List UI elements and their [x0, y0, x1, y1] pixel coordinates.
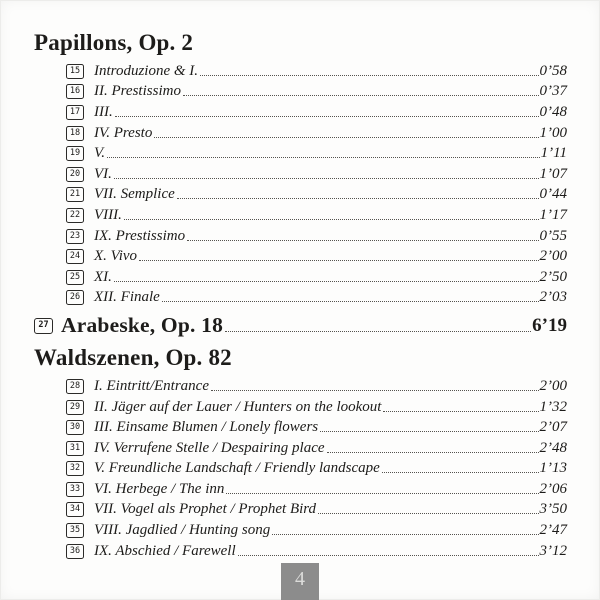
track-time: 2’47	[539, 522, 567, 539]
track-row	[66, 288, 567, 309]
track-number-box: 15	[66, 64, 84, 79]
arabeske-time: 6’19	[532, 314, 567, 336]
dotted-leader	[124, 219, 539, 220]
track-row	[66, 143, 567, 164]
track-row	[66, 267, 567, 288]
track-number-box: 28	[66, 379, 84, 394]
track-time: 1’00	[539, 124, 567, 141]
dotted-leader	[162, 301, 539, 302]
track-time: 1’17	[539, 206, 567, 223]
track-row	[66, 61, 567, 82]
track-time: 3’12	[539, 542, 567, 559]
track-time: 2’00	[539, 248, 567, 265]
track-row	[66, 82, 567, 103]
section-title-papillons: Papillons, Op. 2	[34, 30, 194, 55]
track-time: 0’55	[539, 227, 567, 244]
dotted-leader	[139, 260, 538, 261]
dotted-leader	[114, 281, 539, 282]
track-row	[66, 123, 567, 144]
track-number-box: 30	[66, 420, 84, 435]
track-title: XI.	[94, 268, 112, 285]
track-time: 2’03	[539, 289, 567, 306]
track-time: 1’13	[539, 460, 567, 477]
track-row	[66, 500, 567, 521]
track-title: IX. Prestissimo	[94, 227, 186, 244]
track-title: Introduzione & I.	[94, 62, 199, 79]
dotted-leader	[183, 95, 539, 96]
track-title: VIII. Jagdlied / Hunting song	[94, 522, 271, 539]
track-number-box: 23	[66, 229, 84, 244]
track-number-box: 25	[66, 270, 84, 285]
track-number-box: 31	[66, 441, 84, 456]
track-title: XII. Finale	[94, 289, 160, 306]
track-number-box: 17	[66, 105, 84, 120]
dotted-leader	[238, 555, 539, 556]
track-time: 1’07	[539, 165, 567, 182]
track-row	[66, 246, 567, 267]
track-time: 0’48	[539, 103, 567, 120]
dotted-leader	[154, 137, 538, 138]
track-title: II. Jäger auf der Lauer / Hunters on the lookout	[94, 398, 382, 415]
track-number-box: 24	[66, 249, 84, 264]
dotted-leader	[200, 75, 538, 76]
track-number-box: 22	[66, 208, 84, 223]
dotted-leader	[211, 390, 539, 391]
dotted-leader	[114, 178, 539, 179]
arabeske-track-row	[34, 310, 567, 341]
track-title: II. Prestissimo	[94, 83, 181, 100]
track-time: 2’48	[539, 439, 567, 456]
track-row	[66, 459, 567, 480]
track-number-box: 16	[66, 84, 84, 99]
track-time: 1’32	[539, 398, 567, 415]
track-row	[66, 164, 567, 185]
section-title-waldszenen: Waldszenen, Op. 82	[34, 345, 232, 371]
track-time: 2’07	[539, 419, 567, 436]
dotted-leader	[115, 116, 539, 117]
track-row	[66, 376, 567, 397]
dotted-leader	[272, 534, 538, 535]
track-number-box: 26	[66, 290, 84, 305]
dotted-leader	[327, 452, 539, 453]
track-row	[66, 541, 567, 562]
track-time: 0’37	[539, 83, 567, 100]
tracklist-waldszenen	[66, 376, 567, 561]
track-time: 2’50	[539, 268, 567, 285]
track-row	[66, 226, 567, 247]
track-number-box: 36	[66, 544, 84, 559]
track-number-box: 34	[66, 502, 84, 517]
track-title: VI.	[94, 165, 112, 182]
track-time: 2’06	[539, 480, 567, 497]
tracklist-papillons	[66, 61, 567, 308]
track-number-box: 33	[66, 482, 84, 497]
track-row	[66, 520, 567, 541]
track-number-box: 35	[66, 523, 84, 538]
track-title: IV. Verrufene Stelle / Despairing place	[94, 439, 325, 456]
track-time: 2’00	[539, 377, 567, 394]
track-row	[66, 417, 567, 438]
page-number: 4	[295, 568, 305, 590]
dotted-leader	[107, 157, 540, 158]
track-title: VI. Herbege / The inn	[94, 480, 225, 497]
track-title: X. Vivo	[94, 248, 138, 265]
track-title: IX. Abschied / Farewell	[94, 542, 236, 559]
track-title: I. Eintritt/Entrance	[94, 377, 209, 394]
track-title: IV. Presto	[94, 124, 153, 141]
track-number-box: 20	[66, 167, 84, 182]
arabeske-title: Arabeske, Op. 18	[61, 313, 224, 338]
track-title: V.	[94, 145, 105, 162]
track-number-box: 27	[34, 318, 53, 334]
track-row	[66, 479, 567, 500]
dotted-leader	[225, 331, 531, 332]
track-time: 1’11	[540, 145, 567, 162]
page-number-box	[281, 563, 319, 600]
track-time: 0’58	[539, 62, 567, 79]
track-row	[66, 185, 567, 206]
track-row	[66, 205, 567, 226]
dotted-leader	[383, 411, 538, 412]
track-time: 0’44	[539, 186, 567, 203]
track-title: VIII.	[94, 206, 122, 223]
dotted-leader	[320, 431, 538, 432]
dotted-leader	[382, 472, 539, 473]
track-row	[66, 102, 567, 123]
track-title: V. Freundliche Landschaft / Friendly landscape	[94, 460, 380, 477]
dotted-leader	[318, 513, 538, 514]
track-title: VII. Semplice	[94, 186, 175, 203]
track-number-box: 21	[66, 187, 84, 202]
dotted-leader	[187, 240, 538, 241]
track-time: 3’50	[539, 501, 567, 518]
track-title: III. Einsame Blumen / Lonely flowers	[94, 419, 319, 436]
track-title: III.	[94, 103, 113, 120]
track-row	[66, 438, 567, 459]
track-title: VII. Vogel als Prophet / Prophet Bird	[94, 501, 317, 518]
track-number-box: 18	[66, 126, 84, 141]
track-number-box: 29	[66, 400, 84, 415]
dotted-leader	[226, 493, 538, 494]
track-row	[66, 397, 567, 418]
track-number-box: 32	[66, 461, 84, 476]
track-number-box: 19	[66, 146, 84, 161]
dotted-leader	[177, 198, 539, 199]
